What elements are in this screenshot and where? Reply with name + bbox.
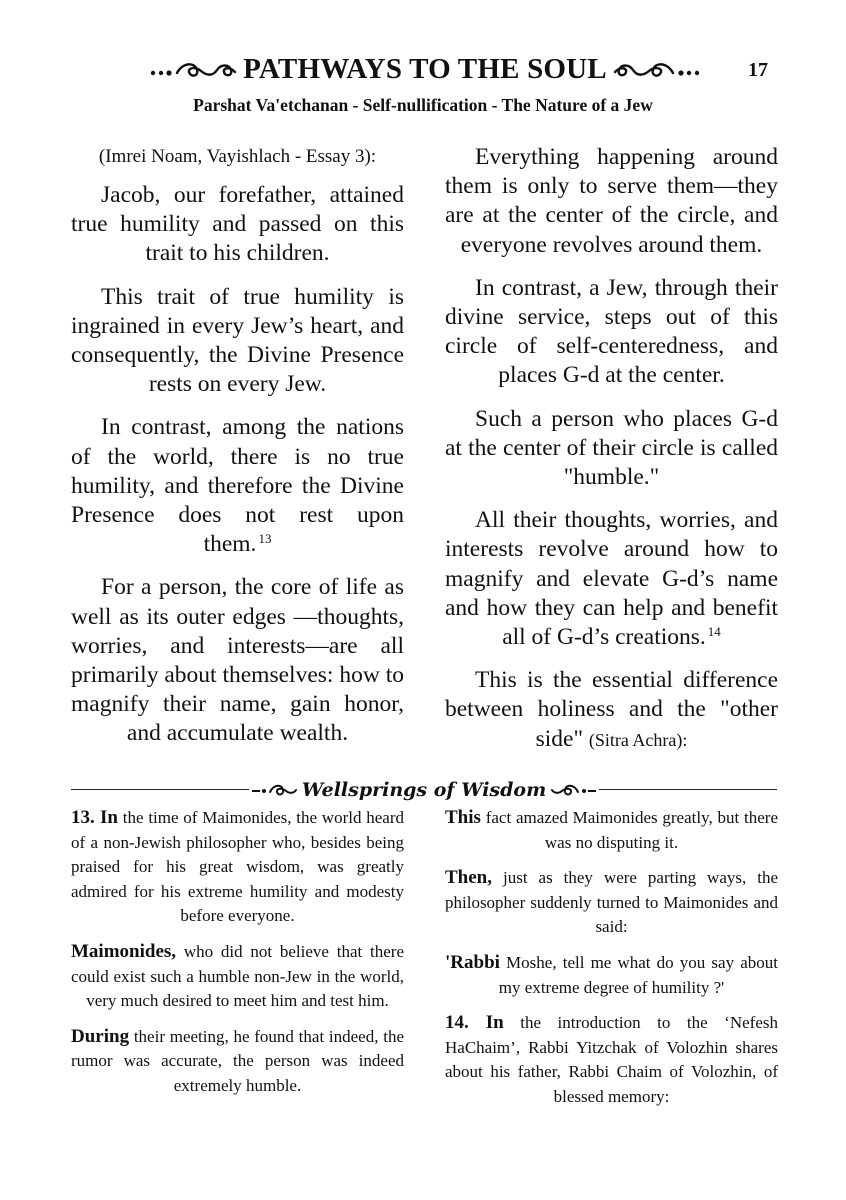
paragraph: This trait of true humility is ingrained in every Jew’s heart, and consequently, the Divine Presence rests on every Jew. xyxy=(71,283,404,398)
flourish-left-icon xyxy=(250,782,298,798)
footnote-lead: This xyxy=(445,807,481,828)
paragraph-small-text: (Sitra Achra): xyxy=(588,729,688,750)
citation: (Imrei Noam, Vayishlach - Essay 3): xyxy=(98,146,377,167)
paragraph-text: In contrast, among the nations of the world, there is no true humility, and therefore the Divine Presence does not rest upon them. xyxy=(71,414,404,558)
footnote-lead: Then, xyxy=(445,867,492,889)
paragraph: In contrast, a Jew, through their divine service, steps out of this circle of self-centeredness, and places G-d at the center. xyxy=(445,274,778,389)
footnote-text: Moshe, tell me what do you say about my extreme degree of humility ?' xyxy=(498,952,778,997)
paragraph-text: This is the essential difference between holiness and the "other side" xyxy=(445,667,778,752)
footnote-text: fact amazed Maimonides greatly, but there was no disputing it. xyxy=(480,808,778,852)
footnote-ref[interactable]: 13 xyxy=(258,531,272,547)
footnote-column-right xyxy=(445,806,778,1121)
paragraph: For a person, the core of life as well as its outer edges —thoughts, worries, and interests—are all primarily about themselves: how to magnify their name, gain honor, and accumulate wealth. xyxy=(71,574,404,747)
footnote-lead: During xyxy=(71,1025,130,1047)
footnote-paragraph xyxy=(71,806,404,929)
footnote-text: their meeting, he found that indeed, the rumor was accurate, the person was indeed extremely humble. xyxy=(71,1026,404,1095)
paragraph: Everything happening around them is only to serve them—they are at the center of the circle, and everyone revolves around them. xyxy=(445,144,778,258)
scroll-flourish-left-icon xyxy=(147,58,239,80)
footnote-paragraph xyxy=(445,951,778,1000)
main-column-left xyxy=(71,143,404,763)
footnote-text: who did not believe that there could exist such a humble non-Jew in the world, very much desired to meet him and test him. xyxy=(71,941,404,1011)
footnote-paragraph xyxy=(71,940,404,1014)
footnote-paragraph xyxy=(445,806,778,855)
title-row xyxy=(130,50,720,88)
footnote-divider xyxy=(71,775,777,805)
page-header xyxy=(0,50,846,90)
page-number: 17 xyxy=(748,59,768,81)
footnote-text: the introduction to the ‘Nefesh HaChaim’, Rabbi Yitzchak of Volozhin shares about his father, Rabbi Chaim of Volozhin, of blessed memory: xyxy=(445,1013,778,1106)
flourish-right-icon xyxy=(550,782,598,798)
footnote-column-left xyxy=(71,806,404,1110)
chapter-subtitle: Parshat Va'etchanan - Self-nullification - The Nature of a Jew xyxy=(193,95,653,115)
footnote-paragraph xyxy=(445,1011,778,1109)
footnote-section-title: Wellsprings of Wisdom xyxy=(301,779,547,801)
footnote-text: just as they were parting ways, the philosopher suddenly turned to Maimonides and said: xyxy=(445,868,778,937)
footnote-lead: 'Rabbi xyxy=(445,951,500,973)
main-column-right xyxy=(445,143,778,769)
paragraph xyxy=(445,506,778,652)
footnote-paragraph xyxy=(71,1025,404,1099)
divider-line xyxy=(599,789,777,790)
scroll-flourish-right-icon xyxy=(611,58,703,80)
divider-line xyxy=(71,789,249,790)
paragraph: Such a person who places G-d at the center of their circle is called "humble." xyxy=(445,405,778,491)
paragraph-text: All their thoughts, worries, and interests revolve around how to magnify and elevate G-d’s name and how they can help and benefit all of G-d’s creations. xyxy=(445,507,778,651)
divider-center xyxy=(249,775,599,805)
footnote-paragraph xyxy=(445,866,778,940)
paragraph: Jacob, our forefather, attained true humility and passed on this trait to his children. xyxy=(71,182,404,267)
running-title: PATHWAYS TO THE SOUL xyxy=(243,52,607,85)
footnote-lead: 14. In xyxy=(445,1012,504,1034)
paragraph xyxy=(445,666,778,755)
footnote-lead: 13. In xyxy=(71,807,118,828)
footnote-ref[interactable]: 14 xyxy=(707,624,721,640)
footnote-text: the time of Maimonides, the world heard of a non-Jewish philosopher who, besides being praised for his great wisdom, was greatly admired for his extreme humility and modesty before everyone. xyxy=(71,808,404,926)
paragraph xyxy=(71,413,404,559)
footnote-lead: Maimonides, xyxy=(71,940,177,962)
